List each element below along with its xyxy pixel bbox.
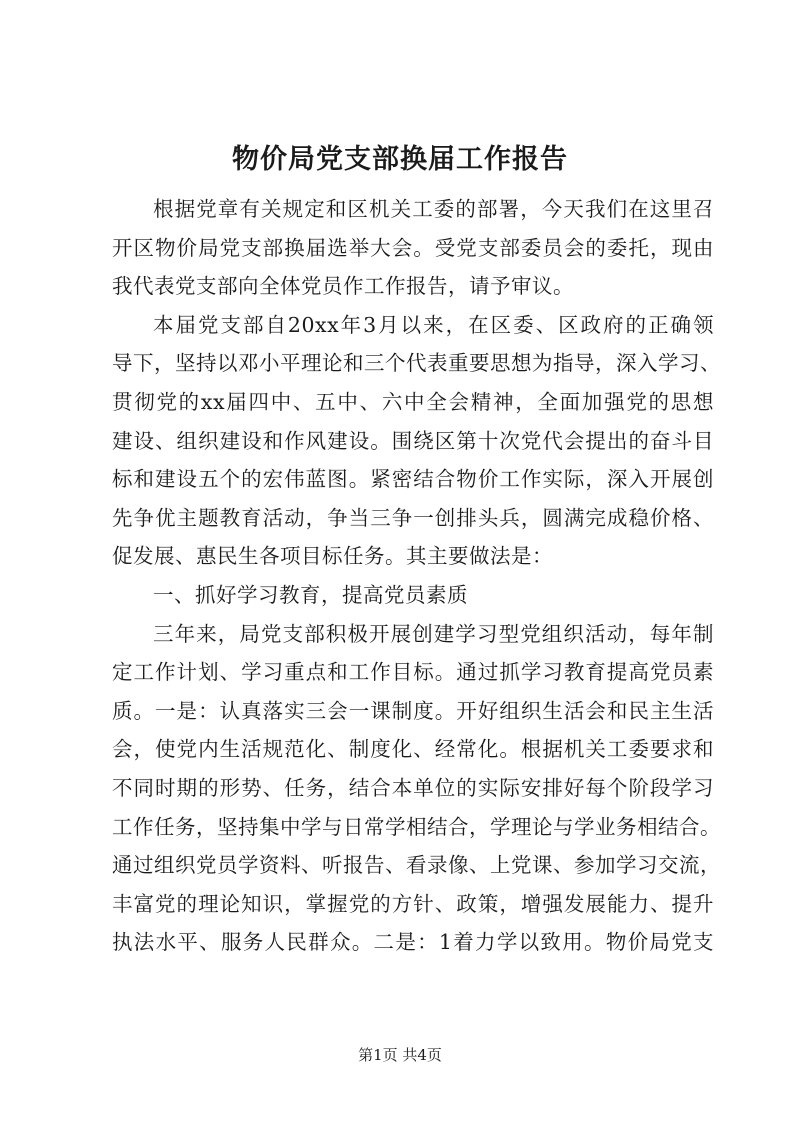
paragraph-line: 丰富党的理论知识，掌握党的方针、政策，增强发展能力、提升 — [112, 891, 714, 916]
document-body — [112, 190, 721, 962]
paragraph-line: 本届党支部自20xx年3月以来，在区委、区政府的正确领 — [153, 312, 714, 337]
paragraph-line: 工作任务，坚持集中学与日常学相结合，学理论与学业务相结合。 — [112, 814, 721, 839]
paragraph-line: 先争优主题教育活动，争当三争一创排头兵，圆满完成稳价格、 — [112, 505, 714, 530]
paragraph-line: 质。一是：认真落实三会一课制度。开好组织生活会和民主生活 — [112, 698, 714, 723]
page-footer: 第1页 共4页 — [358, 1046, 442, 1064]
paragraph-line: 导下，坚持以邓小平理论和三个代表重要思想为指导，深入学习、 — [112, 351, 721, 376]
paragraph-line: 不同时期的形势、任务，结合本单位的实际安排好每个阶段学习 — [112, 775, 714, 800]
paragraph-line: 执法水平、服务人民群众。二是：1着力学以致用。物价局党支 — [112, 930, 714, 955]
paragraph-line: 会，使党内生活规范化、制度化、经常化。根据机关工委要求和 — [112, 737, 714, 762]
paragraph-line: 三年来，局党支部积极开展创建学习型党组织活动，每年制 — [153, 621, 714, 646]
document-title: 物价局党支部换届工作报告 — [232, 144, 568, 175]
paragraph-line: 开区物价局党支部换届选举大会。受党支部委员会的委托，现由 — [112, 235, 714, 260]
paragraph-line: 促发展、惠民生各项目标任务。其主要做法是： — [112, 544, 553, 569]
paragraph-line: 标和建设五个的宏伟蓝图。紧密结合物价工作实际，深入开展创 — [112, 467, 714, 492]
paragraph-line: 贯彻党的xx届四中、五中、六中全会精神，全面加强党的思想 — [112, 389, 714, 414]
paragraph-line: 我代表党支部向全体党员作工作报告，请予审议。 — [112, 274, 574, 299]
paragraph-line: 建设、组织建设和作风建设。围绕区第十次党代会提出的奋斗目 — [112, 428, 714, 453]
section-heading: 一、抓好学习教育，提高党员素质 — [153, 582, 468, 607]
paragraph-line: 通过组织党员学资料、听报告、看录像、上党课、参加学习交流， — [112, 853, 721, 878]
paragraph-line: 根据党章有关规定和区机关工委的部署，今天我们在这里召 — [153, 197, 714, 221]
paragraph-line: 定工作计划、学习重点和工作目标。通过抓学习教育提高党员素 — [112, 660, 714, 685]
